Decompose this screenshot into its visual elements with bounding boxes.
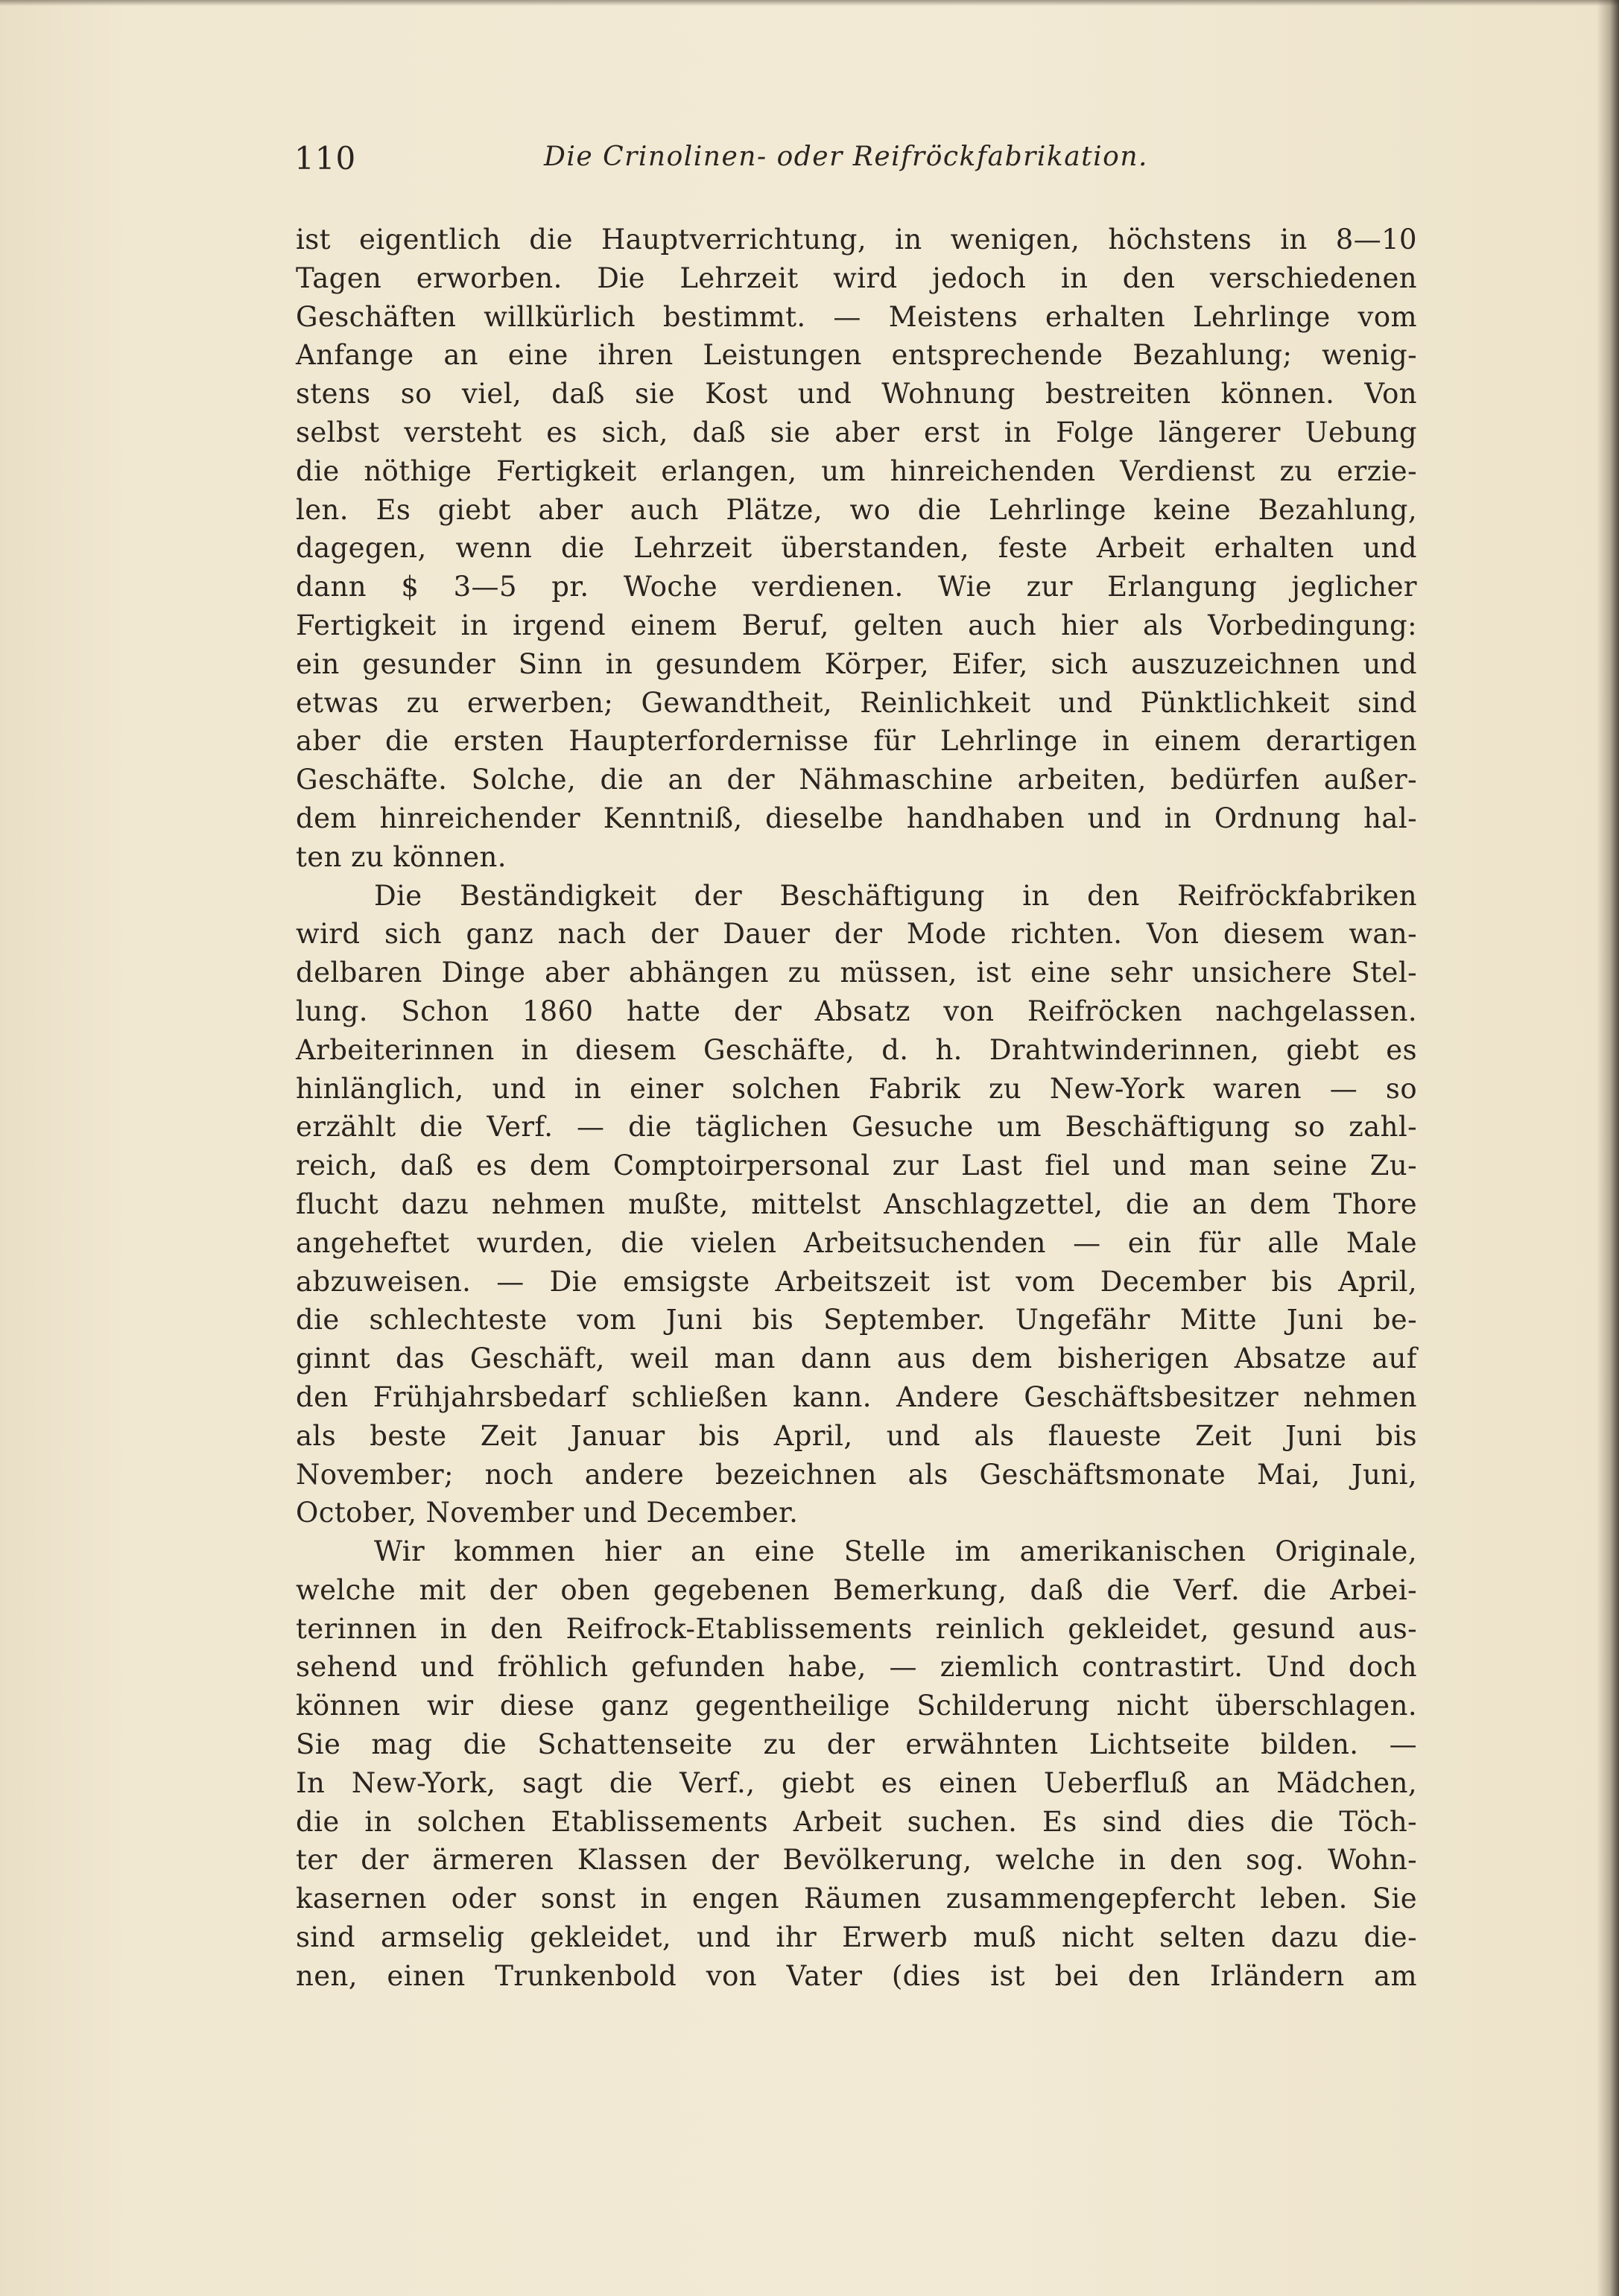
text-line: Sie mag die Schattenseite zu der erwähnten Lichtseite bilden. —: [296, 1728, 1417, 1761]
text-line: als beste Zeit Januar bis April, und als flaueste Zeit Juni bis: [296, 1419, 1417, 1452]
text-line: terinnen in den Reifrock-Etablissements reinlich gekleidet, gesund aus-: [296, 1612, 1417, 1645]
text-line: angeheftet wurden, die vielen Arbeitsuchenden — ein für alle Male: [296, 1226, 1417, 1259]
text-line: Fertigkeit in irgend einem Beruf, gelten auch hier als Vorbedingung:: [296, 609, 1417, 641]
text-line: erzählt die Verf. — die täglichen Gesuche um Beschäftigung so zahl-: [296, 1111, 1417, 1144]
page-header: [294, 140, 1427, 185]
page-binding-shadow: [1597, 0, 1619, 2296]
running-title: Die Crinolinen- oder Reifröckfabrikation.: [544, 142, 1148, 172]
text-line: Anfange an eine ihren Leistungen entsprechende Bezahlung; wenig-: [296, 339, 1417, 372]
page-number: 110: [294, 140, 357, 177]
text-line: wird sich ganz nach der Dauer der Mode richten. Von diesem wan-: [296, 918, 1417, 951]
text-line: dann $ 3—5 pr. Woche verdienen. Wie zur Erlangung jeglicher: [296, 571, 1417, 603]
text-line: Geschäfte. Solche, die an der Nähmaschine arbeiten, bedürfen außer-: [296, 764, 1417, 796]
text-line: len. Es giebt aber auch Plätze, wo die Lehrlinge keine Bezahlung,: [296, 493, 1417, 526]
text-line: Tagen erworben. Die Lehrzeit wird jedoch in den verschiedenen: [296, 261, 1417, 294]
text-line: selbst versteht es sich, daß sie aber erst in Folge längerer Uebung: [296, 416, 1417, 448]
text-line: die in solchen Etablissements Arbeit suchen. Es sind dies die Töch-: [296, 1805, 1417, 1838]
text-line: die schlechteste vom Juni bis September. Ungefähr Mitte Juni be-: [296, 1304, 1417, 1336]
page-top-shadow: [0, 0, 1619, 6]
text-line: reich, daß es dem Comptoirpersonal zur Last fiel und man seine Zu-: [296, 1149, 1417, 1182]
text-line: Geschäften willkürlich bestimmt. — Meistens erhalten Lehrlinge vom: [296, 300, 1417, 333]
text-line: kasernen oder sonst in engen Räumen zusammengepfercht leben. Sie: [296, 1883, 1417, 1915]
text-line: sehend und fröhlich gefunden habe, — ziemlich contrastirt. Und doch: [296, 1651, 1417, 1684]
text-line: welche mit der oben gegebenen Bemerkung, daß die Verf. die Arbei-: [296, 1573, 1417, 1606]
text-line: lung. Schon 1860 hatte der Absatz von Reifröcken nachgelassen.: [296, 995, 1417, 1027]
text-line: Arbeiterinnen in diesem Geschäfte, d. h. Drahtwinderinnen, giebt es: [296, 1033, 1417, 1066]
text-line: November; noch andere bezeichnen als Geschäftsmonate Mai, Juni,: [296, 1458, 1417, 1491]
text-line: ist eigentlich die Hauptverrichtung, in wenigen, höchstens in 8—10: [296, 223, 1417, 256]
text-line: dagegen, wenn die Lehrzeit überstanden, feste Arbeit erhalten und: [296, 532, 1417, 565]
text-line: den Frühjahrsbedarf schließen kann. Andere Geschäftsbesitzer nehmen: [296, 1380, 1417, 1413]
text-line: flucht dazu nehmen mußte, mittelst Anschlagzettel, die an dem Thore: [296, 1187, 1417, 1220]
text-line: die nöthige Fertigkeit erlangen, um hinreichenden Verdienst zu erzie-: [296, 454, 1417, 487]
text-line: delbaren Dinge aber abhängen zu müssen, ist eine sehr unsichere Stel-: [296, 957, 1417, 989]
body-text: [296, 221, 1417, 1996]
text-line: dem hinreichender Kenntniß, dieselbe handhaben und in Ordnung hal-: [296, 802, 1417, 834]
text-line: etwas zu erwerben; Gewandtheit, Reinlichkeit und Pünktlichkeit sind: [296, 686, 1417, 719]
text-line: ter der ärmeren Klassen der Bevölkerung, welche in den sog. Wohn-: [296, 1844, 1417, 1877]
text-line: können wir diese ganz gegentheilige Schilderung nicht überschlagen.: [296, 1690, 1417, 1722]
text-line: aber die ersten Haupterfordernisse für Lehrlinge in einem derartigen: [296, 725, 1417, 758]
paragraph-end-line: ten zu können.: [296, 840, 507, 873]
text-line: ginnt das Geschäft, weil man dann aus dem bisherigen Absatze auf: [296, 1342, 1417, 1375]
paragraph-start-line: Die Beständigkeit der Beschäftigung in den Reifröckfabriken: [374, 879, 1417, 912]
text-line: ein gesunder Sinn in gesundem Körper, Eifer, sich auszuzeichnen und: [296, 647, 1417, 680]
text-line: sind armselig gekleidet, und ihr Erwerb muß nicht selten dazu die-: [296, 1921, 1417, 1954]
text-line: abzuweisen. — Die emsigste Arbeitszeit ist vom December bis April,: [296, 1265, 1417, 1298]
text-line: nen, einen Trunkenbold von Vater (dies ist bei den Irländern am: [296, 1959, 1417, 1992]
paragraph-end-line: October, November und December.: [296, 1497, 799, 1529]
paragraph-start-line: Wir kommen hier an eine Stelle im amerikanischen Originale,: [374, 1535, 1417, 1568]
text-line: In New-York, sagt die Verf., giebt es einen Ueberfluß an Mädchen,: [296, 1766, 1417, 1799]
text-line: hinlänglich, und in einer solchen Fabrik zu New-York waren — so: [296, 1072, 1417, 1105]
text-line: stens so viel, daß sie Kost und Wohnung bestreiten können. Von: [296, 378, 1417, 410]
